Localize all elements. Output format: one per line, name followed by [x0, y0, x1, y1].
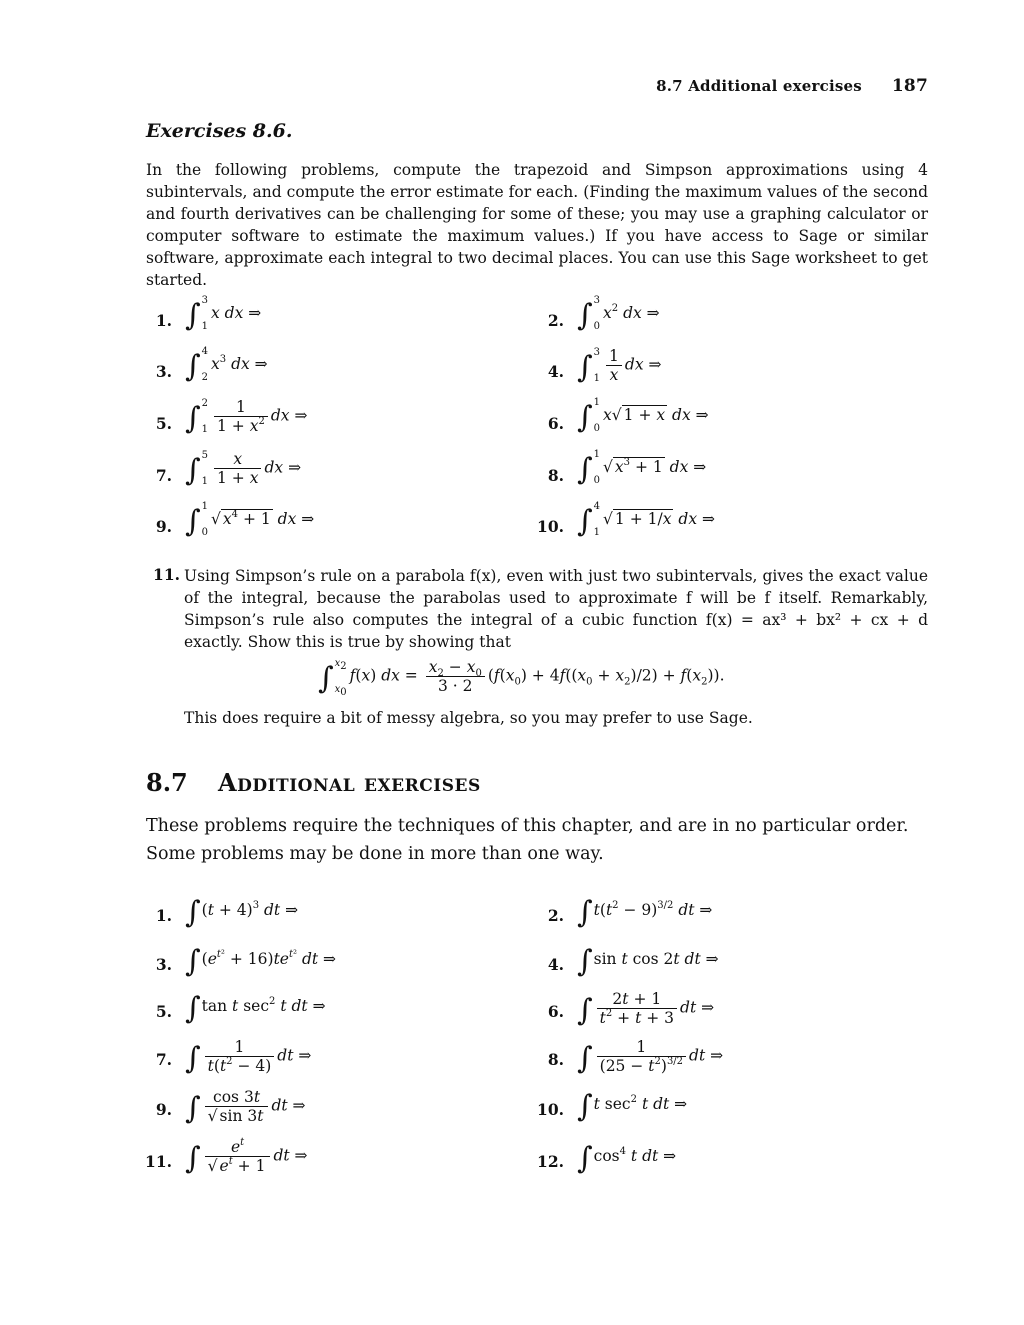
exercise-integral[interactable]: ∫ 5 1 $\frac{x}{1 + x}$ dx ⇒ — [185, 449, 302, 488]
exercise-number: 4. — [547, 955, 564, 974]
exercise-number: 11. — [153, 565, 180, 584]
exercise-number: 7. — [155, 466, 172, 485]
exercise-integral[interactable]: ∫ $\frac{\cos 3t}{√ \sin 3t}$ dt ⇒ — [185, 1088, 306, 1126]
exercise-integral[interactable]: ∫ $\frac{1}{(25 - t^2)^{3/2}}$ dt ⇒ — [577, 1038, 724, 1076]
section-number: 8.7 — [146, 768, 188, 797]
exercise-integral[interactable]: ∫sin t cos 2t dt ⇒ — [577, 944, 719, 979]
exercise-number: 11. — [145, 1152, 172, 1171]
exercise-number: 8. — [547, 466, 564, 485]
exercise-integral[interactable]: ∫ $\frac{2t + 1}{t^2 + t + 3}$ dt ⇒ — [577, 990, 715, 1028]
exercise-integral[interactable]: ∫ 1 0 x√ 1 + x dx ⇒ — [577, 397, 709, 435]
exercise-integral[interactable]: ∫ 3 1 $\frac{1}{x}$ dx ⇒ — [577, 346, 662, 385]
exercise-number: 9. — [155, 517, 172, 536]
exercise-integral[interactable]: $\int t(t^2 - 9)^{3/2}$ dt ⇒ — [577, 895, 713, 930]
exercise-number: 10. — [537, 1100, 564, 1119]
exercise-number: 2. — [547, 311, 564, 330]
exercise-number: 6. — [547, 414, 564, 433]
exercise-integral[interactable]: ∫ 1 0 √ $x^3 + 1$ dx ⇒ — [577, 449, 707, 487]
section-heading — [146, 768, 481, 797]
exercise-integral[interactable]: $\int(e^{t^2} + 16)te^{t^2}$ dt ⇒ — [185, 944, 337, 979]
exercise-number: 6. — [547, 1002, 564, 1021]
exercise-number: 12. — [537, 1152, 564, 1171]
intro-paragraph: In the following problems, compute the trapezoid and Simpson approximations using 4 subintervals, and compute the error estimate for each. (Finding the maximum values of the second and fourth derivatives can be challenging for some of these; you may use a graphing calculator or computer software to estimate the maximum values.) If you have access to Sage or similar software, approximate each integral to two decimal places. You can use this Sage worksheet to get started. — [146, 161, 928, 289]
running-head-section: 8.7 Additional exercises — [656, 77, 862, 95]
section-title: Additional exercises — [218, 768, 481, 797]
exercise-integral[interactable]: ∫ 3 0 $x^2$ dx ⇒ — [577, 295, 660, 333]
exercise-number: 7. — [155, 1050, 172, 1069]
page-number: 187 — [891, 76, 928, 96]
exercise-number: 5. — [155, 1002, 172, 1021]
running-head — [656, 76, 928, 96]
section-intro: These problems require the techniques of this chapter, and are in no particular order. Some problems may be done in more than one way. — [146, 816, 909, 864]
exercise-number: 9. — [155, 1100, 172, 1119]
simpson-formula: ∫ $x_2$ $x_0$ f(x) dx = $\frac{x_2 - x_0}{3 \cdot 2}$ $(f(x_0) + 4f((x_0 + x_2)/2) + f(x_2))$. — [318, 657, 725, 698]
exercise-integral[interactable]: $\int(t + 4)^3$ dt ⇒ — [185, 895, 299, 930]
exercise-number: 1. — [155, 311, 172, 330]
exercise-integral[interactable]: ∫ 4 1 √ 1 + 1/x dx ⇒ — [577, 501, 715, 539]
exercise-number: 4. — [547, 362, 564, 381]
exercise-11 — [146, 565, 928, 653]
exercise-number: 5. — [155, 414, 172, 433]
exercises-title: Exercises 8.6. — [146, 120, 293, 142]
exercise-number: 1. — [155, 906, 172, 925]
exercise-integral[interactable]: $\int\cos^4$ t dt ⇒ — [577, 1141, 677, 1176]
exercise-number: 3. — [155, 955, 172, 974]
exercise-integral[interactable]: ∫ 3 1 x dx ⇒ — [185, 295, 262, 333]
exercise-11-note: This does require a bit of messy algebra, so you may prefer to use Sage. — [184, 709, 753, 727]
exercise-integral[interactable]: ∫tan t $\sec^2 t$ dt ⇒ — [185, 991, 326, 1026]
exercise-integral[interactable]: ∫ $\frac{e^t}{√ e^t + 1}$ dt ⇒ — [185, 1137, 308, 1176]
exercise-number: 8. — [547, 1050, 564, 1069]
exercise-number: 3. — [155, 362, 172, 381]
exercise-integral[interactable]: ∫ 1 0 √ $x^4 + 1$ dx ⇒ — [185, 501, 315, 539]
exercise-integral[interactable]: ∫ 2 1 $\frac{1}{1 + x^2}$ dx ⇒ — [185, 397, 308, 436]
exercise-integral[interactable]: ∫t $\sec^2 t$ dt ⇒ — [577, 1089, 688, 1124]
exercise-integral[interactable]: ∫ $\frac{1}{t(t^2 - 4)}$ dt ⇒ — [185, 1038, 312, 1076]
exercise-integral[interactable]: ∫ 4 2 $x^3$ dx ⇒ — [185, 346, 268, 384]
exercise-number: 2. — [547, 906, 564, 925]
exercise-number: 10. — [537, 517, 564, 536]
exercise-11-text: Using Simpson’s rule on a parabola f(x), even with just two subintervals, gives the exact value of the integral, because the parabolas used to approximate f will be f itself. Remarkably, Simpson’s rule also computes the integral of a cubic function f(x) = ax³ + bx² + cx + d exactly. Show this is true by showing that — [184, 567, 928, 651]
